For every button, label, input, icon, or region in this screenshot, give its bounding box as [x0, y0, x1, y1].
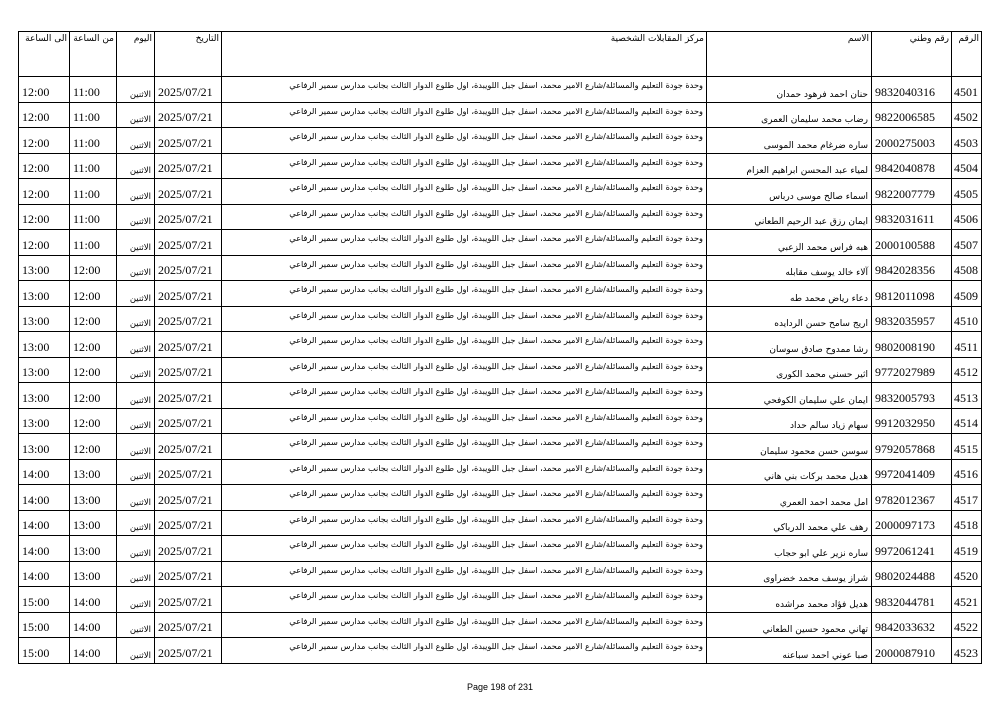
from-time-cell: 14:00	[70, 638, 117, 664]
date-cell: 2025/07/21	[155, 332, 222, 358]
interview-center-cell: وحدة جودة التعليم والمسائلة/شارع الامير محمد، اسفل جبل اللويبدة، اول طلوع الدوار الثالث بجانب مدارس سمير الرفاعي	[222, 204, 707, 230]
day-cell: الاثنين	[117, 153, 155, 179]
date-cell: 2025/07/21	[155, 459, 222, 485]
from-time-cell: 12:00	[70, 306, 117, 332]
interview-center-cell: وحدة جودة التعليم والمسائلة/شارع الامير محمد، اسفل جبل اللويبدة، اول طلوع الدوار الثالث بجانب مدارس سمير الرفاعي	[222, 561, 707, 587]
day-cell: الاثنين	[117, 102, 155, 128]
row-number-cell: 4523	[952, 638, 982, 664]
to-time-cell: 12:00	[19, 230, 70, 256]
interview-center-cell: وحدة جودة التعليم والمسائلة/شارع الامير محمد، اسفل جبل اللويبدة، اول طلوع الدوار الثالث بجانب مدارس سمير الرفاعي	[222, 434, 707, 460]
table-row	[19, 255, 982, 281]
date-cell: 2025/07/21	[155, 153, 222, 179]
header-row-number: الرقم	[952, 32, 982, 77]
to-time-cell: 12:00	[19, 204, 70, 230]
date-cell: 2025/07/21	[155, 102, 222, 128]
national-id-cell: 9912032950	[872, 408, 952, 434]
table-row	[19, 230, 982, 256]
table-row	[19, 128, 982, 154]
interview-center-cell: وحدة جودة التعليم والمسائلة/شارع الامير محمد، اسفل جبل اللويبدة، اول طلوع الدوار الثالث بجانب مدارس سمير الرفاعي	[222, 332, 707, 358]
from-time-cell: 13:00	[70, 459, 117, 485]
date-cell: 2025/07/21	[155, 179, 222, 205]
from-time-cell: 11:00	[70, 128, 117, 154]
name-cell: آلاء خالد يوسف مقابله	[707, 255, 872, 281]
date-cell: 2025/07/21	[155, 536, 222, 562]
table-row	[19, 510, 982, 536]
day-cell: الاثنين	[117, 179, 155, 205]
national-id-cell: 9832044781	[872, 587, 952, 613]
from-time-cell: 12:00	[70, 255, 117, 281]
date-cell: 2025/07/21	[155, 587, 222, 613]
date-cell: 2025/07/21	[155, 357, 222, 383]
national-id-cell: 9792057868	[872, 434, 952, 460]
national-id-cell: 2000100588	[872, 230, 952, 256]
name-cell: رضاب محمد سليمان العمرى	[707, 102, 872, 128]
to-time-cell: 12:00	[19, 102, 70, 128]
row-number-cell: 4517	[952, 485, 982, 511]
to-time-cell: 13:00	[19, 383, 70, 409]
table-row	[19, 408, 982, 434]
national-id-cell: 9802024488	[872, 561, 952, 587]
from-time-cell: 12:00	[70, 383, 117, 409]
row-number-cell: 4512	[952, 357, 982, 383]
interview-center-cell: وحدة جودة التعليم والمسائلة/شارع الامير محمد، اسفل جبل اللويبدة، اول طلوع الدوار الثالث بجانب مدارس سمير الرفاعي	[222, 536, 707, 562]
header-interview-center: مركز المقابلات الشخصية	[222, 32, 707, 77]
to-time-cell: 15:00	[19, 638, 70, 664]
table-row	[19, 434, 982, 460]
national-id-cell: 2000275003	[872, 128, 952, 154]
interview-center-cell: وحدة جودة التعليم والمسائلة/شارع الامير محمد، اسفل جبل اللويبدة، اول طلوع الدوار الثالث بجانب مدارس سمير الرفاعي	[222, 587, 707, 613]
national-id-cell: 9832005793	[872, 383, 952, 409]
date-cell: 2025/07/21	[155, 281, 222, 307]
day-cell: الاثنين	[117, 587, 155, 613]
row-number-cell: 4520	[952, 561, 982, 587]
row-number-cell: 4503	[952, 128, 982, 154]
name-cell: ايمان علي سليمان الكوفحي	[707, 383, 872, 409]
interview-center-cell: وحدة جودة التعليم والمسائلة/شارع الامير محمد، اسفل جبل اللويبدة، اول طلوع الدوار الثالث بجانب مدارس سمير الرفاعي	[222, 255, 707, 281]
header-national-id: رقم وطني	[872, 32, 952, 77]
day-cell: الاثنين	[117, 561, 155, 587]
table-row	[19, 332, 982, 358]
date-cell: 2025/07/21	[155, 638, 222, 664]
header-day: اليوم	[117, 32, 155, 77]
name-cell: هديل فؤاد محمد مراشده	[707, 587, 872, 613]
to-time-cell: 12:00	[19, 128, 70, 154]
row-number-cell: 4502	[952, 102, 982, 128]
row-number-cell: 4506	[952, 204, 982, 230]
name-cell: امل محمد احمد العمري	[707, 485, 872, 511]
table-row	[19, 587, 982, 613]
table-row	[19, 102, 982, 128]
date-cell: 2025/07/21	[155, 383, 222, 409]
name-cell: سوسن حسن محمود سليمان	[707, 434, 872, 460]
interview-center-cell: وحدة جودة التعليم والمسائلة/شارع الامير محمد، اسفل جبل اللويبدة، اول طلوع الدوار الثالث بجانب مدارس سمير الرفاعي	[222, 153, 707, 179]
row-number-cell: 4508	[952, 255, 982, 281]
to-time-cell: 13:00	[19, 255, 70, 281]
table-row	[19, 204, 982, 230]
from-time-cell: 14:00	[70, 587, 117, 613]
national-id-cell: 9782012367	[872, 485, 952, 511]
interview-center-cell: وحدة جودة التعليم والمسائلة/شارع الامير محمد، اسفل جبل اللويبدة، اول طلوع الدوار الثالث بجانب مدارس سمير الرفاعي	[222, 179, 707, 205]
interview-center-cell: وحدة جودة التعليم والمسائلة/شارع الامير محمد، اسفل جبل اللويبدة، اول طلوع الدوار الثالث بجانب مدارس سمير الرفاعي	[222, 510, 707, 536]
table-row	[19, 536, 982, 562]
table-row	[19, 638, 982, 664]
national-id-cell: 2000097173	[872, 510, 952, 536]
table-row	[19, 383, 982, 409]
to-time-cell: 14:00	[19, 459, 70, 485]
row-number-cell: 4522	[952, 612, 982, 638]
name-cell: هديل محمد بركات بني هاني	[707, 459, 872, 485]
table-body	[19, 77, 982, 664]
row-number-cell: 4510	[952, 306, 982, 332]
interview-center-cell: وحدة جودة التعليم والمسائلة/شارع الامير محمد، اسفل جبل اللويبدة، اول طلوع الدوار الثالث بجانب مدارس سمير الرفاعي	[222, 102, 707, 128]
to-time-cell: 14:00	[19, 485, 70, 511]
interview-schedule-table	[18, 31, 982, 664]
national-id-cell: 9832035957	[872, 306, 952, 332]
date-cell: 2025/07/21	[155, 485, 222, 511]
to-time-cell: 14:00	[19, 536, 70, 562]
row-number-cell: 4514	[952, 408, 982, 434]
header-date: التاريخ	[155, 32, 222, 77]
table-row	[19, 179, 982, 205]
interview-center-cell: وحدة جودة التعليم والمسائلة/شارع الامير محمد، اسفل جبل اللويبدة، اول طلوع الدوار الثالث بجانب مدارس سمير الرفاعي	[222, 638, 707, 664]
row-number-cell: 4507	[952, 230, 982, 256]
date-cell: 2025/07/21	[155, 306, 222, 332]
day-cell: الاثنين	[117, 255, 155, 281]
national-id-cell: 9832040316	[872, 77, 952, 103]
date-cell: 2025/07/21	[155, 204, 222, 230]
interview-center-cell: وحدة جودة التعليم والمسائلة/شارع الامير محمد، اسفل جبل اللويبدة، اول طلوع الدوار الثالث بجانب مدارس سمير الرفاعي	[222, 408, 707, 434]
interview-center-cell: وحدة جودة التعليم والمسائلة/شارع الامير محمد، اسفل جبل اللويبدة، اول طلوع الدوار الثالث بجانب مدارس سمير الرفاعي	[222, 230, 707, 256]
table-row	[19, 306, 982, 332]
name-cell: اثير حسني محمد الكورى	[707, 357, 872, 383]
from-time-cell: 12:00	[70, 434, 117, 460]
name-cell: اسماء صالح موسى درباس	[707, 179, 872, 205]
national-id-cell: 9972061241	[872, 536, 952, 562]
to-time-cell: 13:00	[19, 357, 70, 383]
date-cell: 2025/07/21	[155, 408, 222, 434]
to-time-cell: 13:00	[19, 306, 70, 332]
name-cell: حنان احمد فرهود حمدان	[707, 77, 872, 103]
from-time-cell: 12:00	[70, 408, 117, 434]
row-number-cell: 4515	[952, 434, 982, 460]
row-number-cell: 4518	[952, 510, 982, 536]
date-cell: 2025/07/21	[155, 128, 222, 154]
to-time-cell: 12:00	[19, 77, 70, 103]
from-time-cell: 11:00	[70, 153, 117, 179]
name-cell: رشا ممدوح صادق سوسان	[707, 332, 872, 358]
date-cell: 2025/07/21	[155, 561, 222, 587]
to-time-cell: 13:00	[19, 281, 70, 307]
row-number-cell: 4511	[952, 332, 982, 358]
to-time-cell: 15:00	[19, 612, 70, 638]
interview-center-cell: وحدة جودة التعليم والمسائلة/شارع الامير محمد، اسفل جبل اللويبدة، اول طلوع الدوار الثالث بجانب مدارس سمير الرفاعي	[222, 357, 707, 383]
name-cell: هبه فراس محمد الزعبي	[707, 230, 872, 256]
name-cell: سهام زياد سالم حداد	[707, 408, 872, 434]
to-time-cell: 12:00	[19, 153, 70, 179]
table-row	[19, 77, 982, 103]
day-cell: الاثنين	[117, 77, 155, 103]
row-number-cell: 4516	[952, 459, 982, 485]
day-cell: الاثنين	[117, 408, 155, 434]
interview-center-cell: وحدة جودة التعليم والمسائلة/شارع الامير محمد، اسفل جبل اللويبدة، اول طلوع الدوار الثالث بجانب مدارس سمير الرفاعي	[222, 77, 707, 103]
row-number-cell: 4521	[952, 587, 982, 613]
day-cell: الاثنين	[117, 230, 155, 256]
from-time-cell: 12:00	[70, 332, 117, 358]
day-cell: الاثنين	[117, 434, 155, 460]
table-row	[19, 561, 982, 587]
name-cell: ايمان رزق عبد الرحيم الطعاني	[707, 204, 872, 230]
name-cell: ساره ضرغام محمد الموسى	[707, 128, 872, 154]
page-number-footer: Page 198 of 231	[466, 682, 534, 692]
row-number-cell: 4505	[952, 179, 982, 205]
header-name: الاسم	[707, 32, 872, 77]
name-cell: تهاني محمود حسين الطعاني	[707, 612, 872, 638]
from-time-cell: 13:00	[70, 561, 117, 587]
row-number-cell: 4509	[952, 281, 982, 307]
national-id-cell: 9842040878	[872, 153, 952, 179]
date-cell: 2025/07/21	[155, 230, 222, 256]
table-header-row	[19, 32, 982, 77]
from-time-cell: 12:00	[70, 281, 117, 307]
table-row	[19, 153, 982, 179]
day-cell: الاثنين	[117, 306, 155, 332]
date-cell: 2025/07/21	[155, 612, 222, 638]
from-time-cell: 11:00	[70, 204, 117, 230]
from-time-cell: 11:00	[70, 77, 117, 103]
national-id-cell: 9832031611	[872, 204, 952, 230]
national-id-cell: 9772027989	[872, 357, 952, 383]
name-cell: شراز يوسف محمد خضراوى	[707, 561, 872, 587]
day-cell: الاثنين	[117, 510, 155, 536]
row-number-cell: 4504	[952, 153, 982, 179]
from-time-cell: 14:00	[70, 612, 117, 638]
day-cell: الاثنين	[117, 332, 155, 358]
from-time-cell: 11:00	[70, 179, 117, 205]
date-cell: 2025/07/21	[155, 77, 222, 103]
to-time-cell: 14:00	[19, 510, 70, 536]
national-id-cell: 9822007779	[872, 179, 952, 205]
day-cell: الاثنين	[117, 357, 155, 383]
date-cell: 2025/07/21	[155, 255, 222, 281]
national-id-cell: 9842028356	[872, 255, 952, 281]
schedule-table-wrapper	[18, 31, 981, 664]
day-cell: الاثنين	[117, 281, 155, 307]
national-id-cell: 2000087910	[872, 638, 952, 664]
day-cell: الاثنين	[117, 204, 155, 230]
row-number-cell: 4519	[952, 536, 982, 562]
national-id-cell: 9822006585	[872, 102, 952, 128]
day-cell: الاثنين	[117, 459, 155, 485]
interview-center-cell: وحدة جودة التعليم والمسائلة/شارع الامير محمد، اسفل جبل اللويبدة، اول طلوع الدوار الثالث بجانب مدارس سمير الرفاعي	[222, 281, 707, 307]
day-cell: الاثنين	[117, 612, 155, 638]
national-id-cell: 9972041409	[872, 459, 952, 485]
to-time-cell: 13:00	[19, 332, 70, 358]
row-number-cell: 4513	[952, 383, 982, 409]
table-row	[19, 612, 982, 638]
interview-center-cell: وحدة جودة التعليم والمسائلة/شارع الامير محمد، اسفل جبل اللويبدة، اول طلوع الدوار الثالث بجانب مدارس سمير الرفاعي	[222, 306, 707, 332]
date-cell: 2025/07/21	[155, 510, 222, 536]
to-time-cell: 13:00	[19, 434, 70, 460]
table-row	[19, 357, 982, 383]
day-cell: الاثنين	[117, 485, 155, 511]
date-cell: 2025/07/21	[155, 434, 222, 460]
national-id-cell: 9842033632	[872, 612, 952, 638]
row-number-cell: 4501	[952, 77, 982, 103]
header-to-time: الى الساعة	[19, 32, 70, 77]
table-row	[19, 485, 982, 511]
name-cell: رهف علي محمد الدرباكي	[707, 510, 872, 536]
interview-center-cell: وحدة جودة التعليم والمسائلة/شارع الامير محمد، اسفل جبل اللويبدة، اول طلوع الدوار الثالث بجانب مدارس سمير الرفاعي	[222, 612, 707, 638]
day-cell: الاثنين	[117, 638, 155, 664]
from-time-cell: 13:00	[70, 536, 117, 562]
name-cell: ساره نزير علي ابو حجاب	[707, 536, 872, 562]
national-id-cell: 9802008190	[872, 332, 952, 358]
from-time-cell: 13:00	[70, 510, 117, 536]
header-from-time: من الساعة	[70, 32, 117, 77]
table-row	[19, 281, 982, 307]
day-cell: الاثنين	[117, 383, 155, 409]
to-time-cell: 12:00	[19, 179, 70, 205]
from-time-cell: 13:00	[70, 485, 117, 511]
from-time-cell: 11:00	[70, 230, 117, 256]
name-cell: اريج سامح حسن الردايده	[707, 306, 872, 332]
table-row	[19, 459, 982, 485]
to-time-cell: 14:00	[19, 561, 70, 587]
to-time-cell: 13:00	[19, 408, 70, 434]
from-time-cell: 12:00	[70, 357, 117, 383]
interview-center-cell: وحدة جودة التعليم والمسائلة/شارع الامير محمد، اسفل جبل اللويبدة، اول طلوع الدوار الثالث بجانب مدارس سمير الرفاعي	[222, 485, 707, 511]
national-id-cell: 9812011098	[872, 281, 952, 307]
interview-center-cell: وحدة جودة التعليم والمسائلة/شارع الامير محمد، اسفل جبل اللويبدة، اول طلوع الدوار الثالث بجانب مدارس سمير الرفاعي	[222, 383, 707, 409]
day-cell: الاثنين	[117, 128, 155, 154]
name-cell: دعاء رياض محمد طه	[707, 281, 872, 307]
from-time-cell: 11:00	[70, 102, 117, 128]
name-cell: صبا عوني احمد سباعنه	[707, 638, 872, 664]
interview-center-cell: وحدة جودة التعليم والمسائلة/شارع الامير محمد، اسفل جبل اللويبدة، اول طلوع الدوار الثالث بجانب مدارس سمير الرفاعي	[222, 459, 707, 485]
interview-center-cell: وحدة جودة التعليم والمسائلة/شارع الامير محمد، اسفل جبل اللويبدة، اول طلوع الدوار الثالث بجانب مدارس سمير الرفاعي	[222, 128, 707, 154]
name-cell: لمياء عبد المحسن ابراهيم العزام	[707, 153, 872, 179]
day-cell: الاثنين	[117, 536, 155, 562]
to-time-cell: 15:00	[19, 587, 70, 613]
